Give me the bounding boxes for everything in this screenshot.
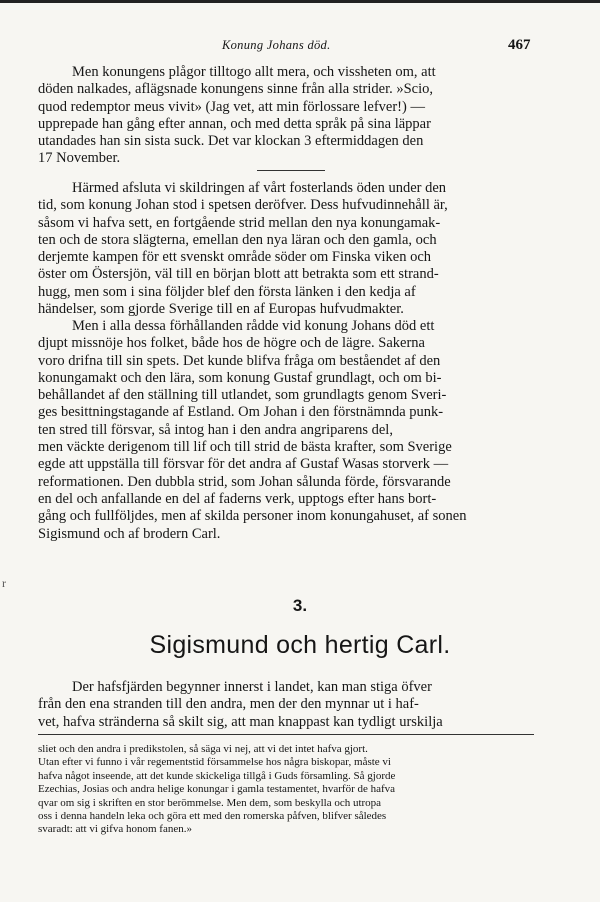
text-line: behållandet af den ställning till utlandet, som grundlagts genom Sveri- xyxy=(38,387,447,404)
text-line: Men konungens plågor tilltogo allt mera, och vissheten om, att xyxy=(72,64,436,80)
text-line: tid, som konung Johan stod i spetsen deröfver. Dess hufvudinnehåll är, xyxy=(38,197,448,214)
text-line: Men i alla dessa förhållanden rådde vid konung Johans död ett xyxy=(72,318,435,334)
footnote-line: qvar om sig i skriften en stor berömmelse. Men dem, som beskylla och utropa xyxy=(38,796,382,809)
footnote xyxy=(38,743,534,837)
footnote-line: hafva något inseende, att det kunde skickeliga tillgå i Guds församling. Så gjorde xyxy=(38,769,396,782)
section-divider xyxy=(257,170,325,171)
text-line: vet, hafva stränderna så skilt sig, att man knappast kan tydligt urskilja xyxy=(38,713,443,730)
footnote-rule xyxy=(38,734,534,735)
text-line: men väckte derigenom till lif och till strid de bästa krafter, som Sverige xyxy=(38,439,452,456)
paragraph-1 xyxy=(38,64,534,168)
text-line: ten och de stora slägterna, emellan den nya läran och den gamla, och xyxy=(38,231,437,248)
text-line: egde att uppställa till försvar för det andra af Gustaf Wasas storverk — xyxy=(38,456,449,473)
page-number: 467 xyxy=(508,37,531,53)
footnote-line: oss i denna handeln leka och göra ett med den romerska påfven, blifver således xyxy=(38,809,387,822)
text-line: gång och fullföljdes, men af skilda personer inom konungahuset, af sonen xyxy=(38,508,467,525)
running-title: Konung Johans död. xyxy=(222,38,331,52)
text-line: en del och anfallande en del af faderns verk, upptogs efter hans bort- xyxy=(38,490,437,507)
margin-mark: r xyxy=(2,576,6,590)
text-line: Sigismund och af brodern Carl. xyxy=(38,525,221,542)
text-line: hugg, men som i sina följder blef den första länken i den kedja af xyxy=(38,283,416,300)
footnote-line: sliet och den andra i predikstolen, så säga vi nej, att vi det intet hafva gjort. xyxy=(38,743,368,755)
top-rule xyxy=(0,0,600,3)
section-title: Sigismund och hertig Carl. xyxy=(149,631,451,659)
paragraph-3 xyxy=(38,318,534,543)
text-line: djupt missnöje hos folket, både hos de högre och de lägre. Sakerna xyxy=(38,335,425,352)
text-line: Härmed afsluta vi skildringen af vårt fosterlands öden under den xyxy=(72,180,447,196)
text-line: ges besittningstagande af Estland. Om Johan i den förstnämnda punk- xyxy=(38,404,444,421)
footnote-line: Utan efter vi funno i vår regementstid försammelse hos några biskopar, måste vi xyxy=(38,756,391,769)
section-number: 3. xyxy=(292,596,308,615)
text-line: voro drifna till sin spets. Det kunde blifva fråga om beståendet af den xyxy=(38,352,441,369)
text-line: konungamakt och den lära, som konung Gustaf grundlagt, och om bi- xyxy=(38,369,442,386)
text-line: Der hafsfjärden begynner innerst i landet, kan man stiga öfver xyxy=(72,679,432,695)
text-line: döden nalkades, aflägsnade konungens sinne från alla strider. »Scio, xyxy=(38,81,434,98)
paragraph-2 xyxy=(38,180,534,318)
footnote-line: Ezechias, Josias och andra helige konungar i gamla testamentet, hvarför de hafva xyxy=(38,783,396,796)
text-line: såsom vi hafva sett, en fortgående strid mellan den nya konungamak- xyxy=(38,214,441,231)
text-line: reformationen. Den dubbla strid, som Johan sålunda förde, försvarande xyxy=(38,473,451,490)
text-line: quod redemptor meus vivit» (Jag vet, att min förlossare lefver!) — xyxy=(38,98,425,115)
text-line: 17 November. xyxy=(38,150,121,167)
paragraph-4 xyxy=(38,679,534,731)
text-line: derjemte kampen för ett svenskt område söder om Finska viken och xyxy=(38,249,432,266)
text-line: upprepade han gång efter annan, och med detta språk på sina läppar xyxy=(38,115,431,132)
footnote-line: svaradt: att vi gifva honom fanen.» xyxy=(38,823,192,836)
page-header xyxy=(0,38,600,58)
text-line: från den ena stranden till den andra, men der den mynnar ut i haf- xyxy=(38,696,419,713)
text-line: öster om Östersjön, väl till en början blott att betrakta som ett strand- xyxy=(38,266,439,283)
text-line: händelser, som gjorde Sverige till en af Europas hufvudmakter. xyxy=(38,301,404,318)
text-line: ten stred till försvar, så intog han i den andra angriparens del, xyxy=(38,421,393,438)
text-line: utandades han sin sista suck. Det var klockan 3 eftermiddagen den xyxy=(38,133,424,150)
